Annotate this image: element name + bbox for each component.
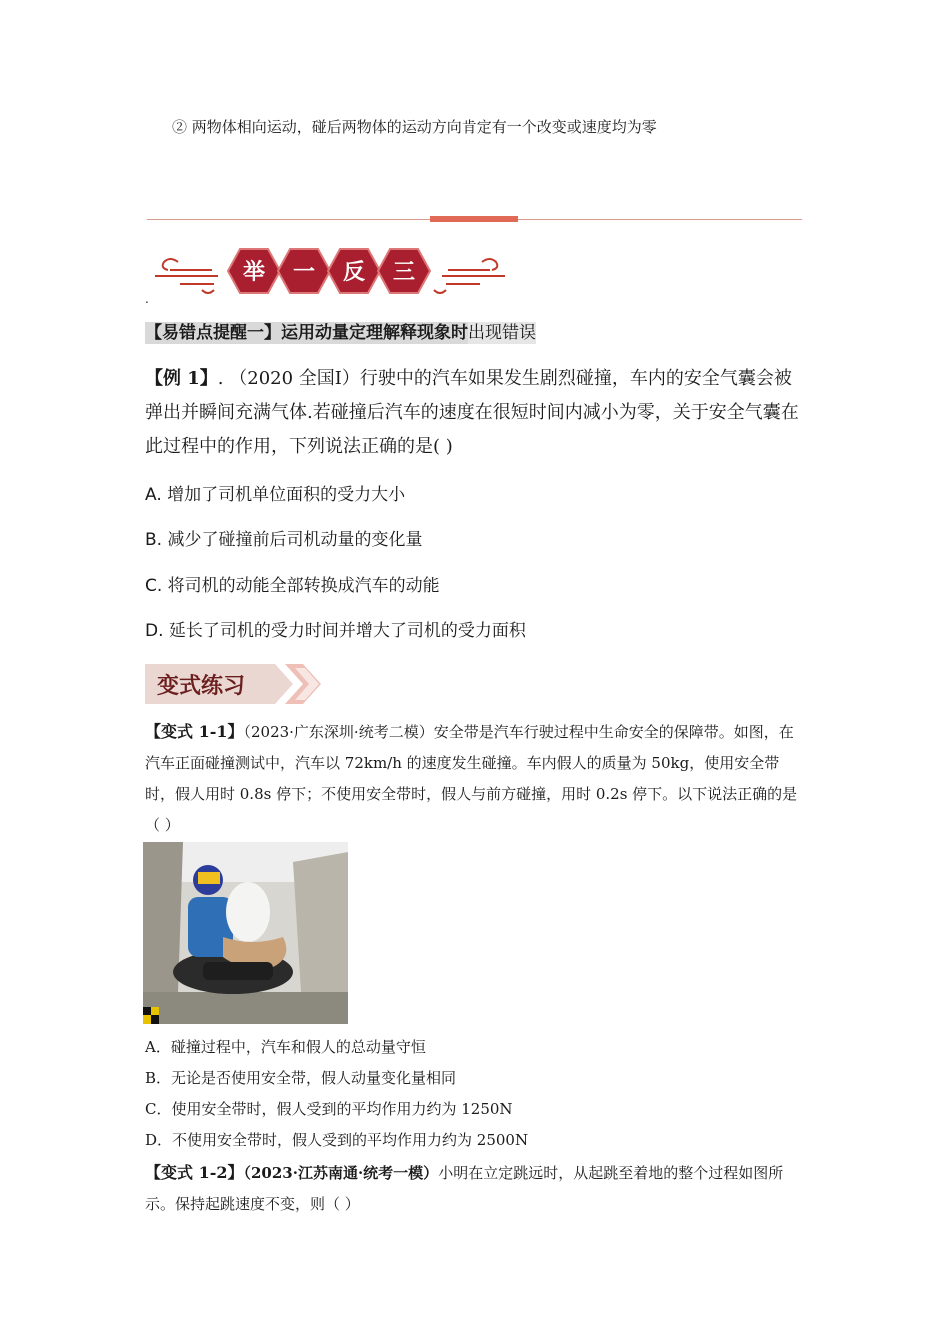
example-text: . （2020 全国Ⅰ）行驶中的汽车如果发生剧烈碰撞，车内的安全气囊会被弹出并瞬间充满气体.若碰撞后汽车的速度在很短时间内减小为零，关于安全气囊在此过程中的作用，下列说法正确的是( ) [145,368,799,457]
tip-heading [145,320,536,346]
example-option-a: A. 增加了司机单位面积的受力大小 [145,485,406,505]
example-question [145,362,805,464]
example-option-d: D. 延长了司机的受力时间并增大了司机的受力面积 [145,621,526,641]
banner-char: 反 [342,260,366,285]
variant-2-label: 【变式 1-2】 [145,1163,244,1182]
crash-test-photo [143,842,348,1024]
example-option-b: B. 减少了碰撞前后司机动量的变化量 [145,530,423,550]
variant-1-question [145,716,805,841]
practice-banner-text: 变式练习 [157,673,246,699]
variant-1-option-a: A．碰撞过程中，汽车和假人的总动量守恒 [145,1038,426,1056]
variant-1-source: （2023·广东深圳·统考二模） [243,723,434,741]
section-banner [150,240,510,302]
stray-dot: . [145,292,149,306]
divider-accent [430,216,518,222]
variant-1-option-d: D．不使用安全带时，假人受到的平均作用力约为 2500N [145,1131,529,1149]
right-cloud-ornament [434,259,505,293]
variant-1-option-c: C．使用安全带时，假人受到的平均作用力约为 1250N [145,1100,513,1118]
variant-1-option-b: B．无论是否使用安全带，假人动量变化量相同 [145,1069,457,1087]
tip-rest: 出现错误 [468,323,536,343]
banner-char: 举 [242,260,266,285]
variant-1-label: 【变式 1-1】 [145,722,244,741]
variant-2-question [145,1157,805,1220]
left-cloud-ornament [155,259,218,293]
example-label: 【例 1】 [145,368,218,389]
banner-char: 三 [392,260,416,285]
banner-char: 一 [292,260,316,285]
variant-1-text: 安全带是汽车行驶过程中生命安全的保障带。如图，在汽车正面碰撞测试中，汽车以 72km/h 的速度发生碰撞。车内假人的质量为 50kg，使用安全带时，假人用时 0.8s 停下；不使用安全带时，假人与前方碰撞，用时 0.2s 停下。以下说法正确的是（ ） [145,723,798,834]
variant-2-source: （2023·江苏南通·统考一模） [243,1164,439,1182]
tip-highlight: 【易错点提醒一】运用动量定理解释现象时 [145,323,468,343]
example-option-c: C. 将司机的动能全部转换成汽车的动能 [145,576,440,596]
practice-banner [145,660,325,708]
variant-2-text: 小明在立定跳远时，从起跳至着地的整个过程如图所示。保持起跳速度不变，则（ ） [145,1164,784,1213]
top-note: ② 两物体相向运动，碰后两物体的运动方向肯定有一个改变或速度均为零 [172,118,657,136]
